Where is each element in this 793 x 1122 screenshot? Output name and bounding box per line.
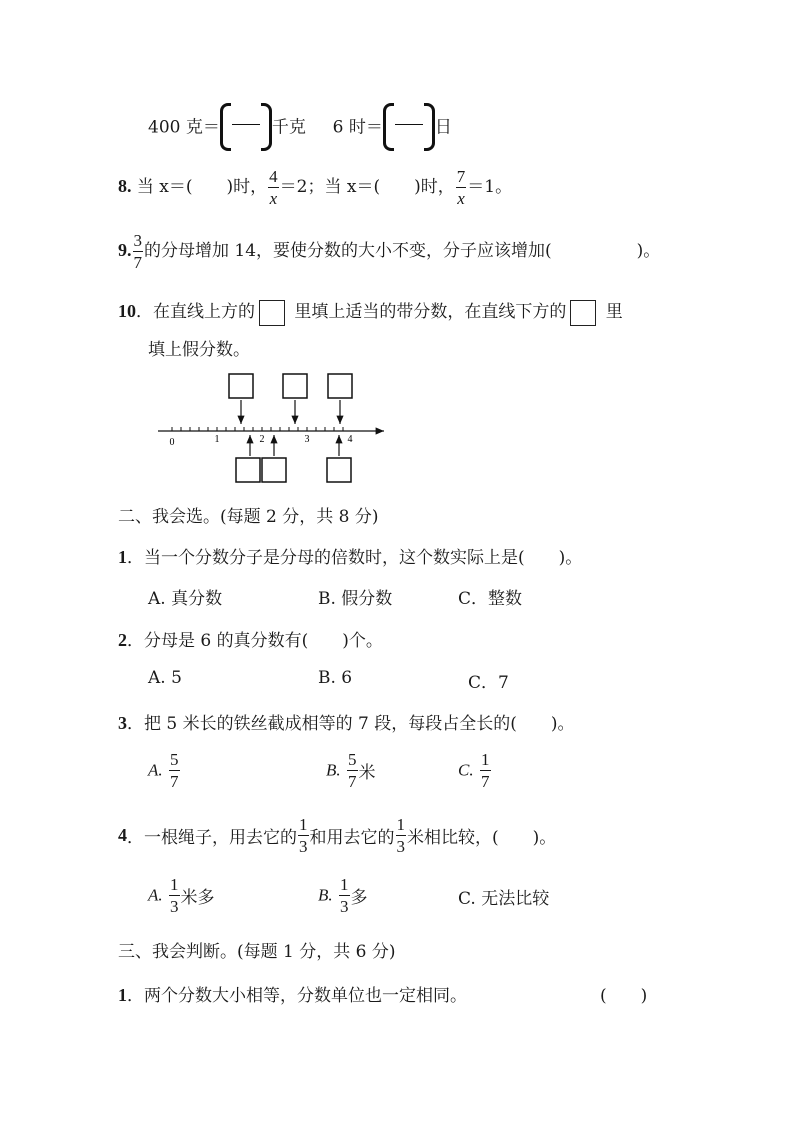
fraction-7-over-x: $\frac{7}{x}$ bbox=[456, 167, 466, 208]
option-c[interactable]: C．整数 bbox=[458, 589, 523, 609]
q8-text-2: ＝2；当 x＝( )时， bbox=[279, 177, 455, 197]
fraction: $\frac{1}{3}$ bbox=[396, 815, 405, 856]
question-number: 1 bbox=[118, 547, 127, 567]
choice-question-3 bbox=[118, 709, 575, 734]
question-10 bbox=[118, 297, 623, 326]
section-2-heading: 二、我会选。(每题 2 分，共 8 分) bbox=[118, 507, 379, 527]
question-number: 4 bbox=[118, 825, 127, 845]
section-3-heading: 三、我会判断。(每题 1 分，共 6 分) bbox=[118, 942, 396, 962]
option-a[interactable]: A. 真分数 bbox=[148, 589, 223, 609]
fraction: $\frac{1}{3}$ bbox=[170, 875, 179, 916]
option-b[interactable]: B. $\frac{1}{3}$ 多 bbox=[318, 875, 368, 916]
option-a[interactable]: A. 5 bbox=[148, 668, 182, 688]
fraction-3-over-7: $\frac{3}{7}$ bbox=[133, 231, 142, 272]
tick-label-0: 0 bbox=[169, 437, 175, 448]
option-b[interactable]: B. 假分数 bbox=[318, 589, 393, 609]
question-9 bbox=[118, 232, 660, 271]
tick-label-4: 4 bbox=[347, 434, 353, 445]
q10-text-2: 里填上适当的带分数，在直线下方的 bbox=[289, 302, 567, 322]
judge-question-1 bbox=[118, 981, 467, 1006]
box-icon bbox=[570, 300, 596, 326]
q7-part2: 6 时＝ bbox=[332, 117, 383, 138]
q8-text-3: ＝1。 bbox=[467, 177, 513, 197]
q7-part2-unit: 日 bbox=[434, 117, 452, 138]
question-8 bbox=[118, 168, 512, 207]
lower-answer-box-3[interactable] bbox=[327, 458, 351, 482]
answer-fraction-blank-2[interactable] bbox=[383, 103, 435, 147]
option-c[interactable]: C．7 bbox=[468, 673, 509, 693]
box-icon bbox=[259, 300, 285, 326]
fraction: $\frac{1}{7}$ bbox=[481, 750, 490, 791]
option-c[interactable]: C. $\frac{1}{7}$ bbox=[458, 750, 490, 791]
q10-text-3: 里 bbox=[600, 302, 623, 322]
choice-question-2 bbox=[118, 626, 383, 651]
fraction-4-over-x: $\frac{4}{x}$ bbox=[269, 167, 278, 208]
q10-text-1: ．在直线上方的 bbox=[136, 302, 255, 322]
upper-answer-box-2[interactable] bbox=[283, 374, 307, 398]
tick-label-2: 2 bbox=[259, 434, 265, 445]
option-b[interactable]: B. $\frac{5}{7}$ 米 bbox=[326, 750, 376, 791]
c2-text: ．分母是 6 的真分数有( )个。 bbox=[127, 631, 383, 651]
q7-part1-unit: 千克 bbox=[271, 117, 306, 138]
number-line-ticks bbox=[172, 427, 343, 431]
q8-text-1: 当 x＝( )时， bbox=[136, 177, 268, 197]
judge-answer-paren[interactable]: ( ) bbox=[600, 986, 648, 1006]
tick-label-3: 3 bbox=[304, 434, 310, 445]
upper-answer-box-3[interactable] bbox=[328, 374, 352, 398]
upper-answer-box-1[interactable] bbox=[229, 374, 253, 398]
fraction: $\frac{5}{7}$ bbox=[348, 750, 357, 791]
question-number: 2 bbox=[118, 630, 127, 650]
c3-text: ．把 5 米长的铁丝截成相等的 7 段，每段占全长的( )。 bbox=[127, 714, 575, 734]
answer-fraction-blank-1[interactable] bbox=[220, 103, 272, 147]
question-number: 10 bbox=[118, 301, 136, 321]
fraction: $\frac{1}{3}$ bbox=[340, 875, 349, 916]
option-b[interactable]: B. 6 bbox=[318, 668, 353, 688]
option-a[interactable]: A. $\frac{1}{3}$ 米多 bbox=[148, 875, 215, 916]
fraction: $\frac{1}{3}$ bbox=[299, 815, 308, 856]
question-number: 9. bbox=[118, 240, 132, 260]
q10-line-2: 填上假分数。 bbox=[148, 340, 250, 360]
choice-question-4: 4．一根绳子，用去它的 $\frac{1}{3}$ 和用去它的 $\frac{1}{3}$ 米相比较，( )。 bbox=[118, 815, 557, 856]
question-number: 3 bbox=[118, 713, 127, 733]
j1-text: ．两个分数大小相等，分数单位也一定相同。 bbox=[127, 986, 467, 1006]
tick-label-1: 1 bbox=[214, 434, 220, 445]
c1-text: ．当一个分数分子是分母的倍数时，这个数实际上是( )。 bbox=[127, 548, 583, 568]
q7-line bbox=[148, 103, 452, 147]
q7-part1: 400 克＝ bbox=[148, 117, 220, 138]
option-a[interactable]: A. $\frac{5}{7}$ bbox=[148, 750, 179, 791]
lower-answer-box-2[interactable] bbox=[262, 458, 286, 482]
question-number: 1 bbox=[118, 985, 127, 1005]
lower-answer-box-1[interactable] bbox=[236, 458, 260, 482]
fraction: $\frac{5}{7}$ bbox=[170, 750, 179, 791]
option-c[interactable]: C. 无法比较 bbox=[458, 889, 550, 909]
q9-text: 的分母增加 14，要使分数的大小不变，分子应该增加( )。 bbox=[144, 241, 661, 261]
number-line-figure bbox=[150, 368, 410, 488]
question-number: 8. bbox=[118, 176, 132, 196]
choice-question-1 bbox=[118, 543, 582, 568]
